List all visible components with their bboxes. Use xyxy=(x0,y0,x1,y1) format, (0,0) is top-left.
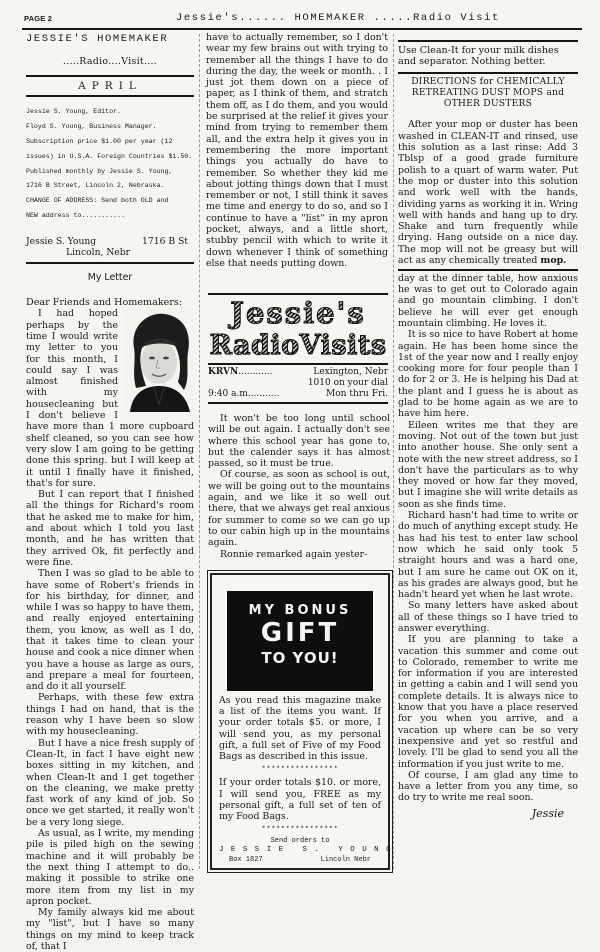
masthead-title: JESSIE'S HOMEMAKER xyxy=(26,33,169,45)
send-orders-name: JESSIE S. YOUNG xyxy=(219,846,399,855)
leader-dots: ............ xyxy=(238,366,273,377)
send-orders-label: Send orders to xyxy=(270,837,330,846)
letter-paragraph: My family always kid me about my "list", but I have so many things on my mind to keep track of, that I xyxy=(26,907,194,952)
staff-line: Jessie S. Young, Editor. xyxy=(26,108,121,116)
broadcast-info xyxy=(208,367,388,401)
letter-paragraph: Eileen writes me that they are moving. Not out of the town but just into another house. She only sent a note with the new street address, so I don't have the particulars as to why they moved or how far they moved, but I imagine she will write details as soon as she finds time. xyxy=(398,419,578,510)
page-header xyxy=(24,12,580,28)
station-dial: 1010 on your dial xyxy=(307,377,388,388)
star-divider: **************** xyxy=(261,766,339,775)
title-line: OTHER DUSTERS xyxy=(443,98,533,110)
column-1 xyxy=(26,32,194,952)
bonus-gift-ad xyxy=(210,573,399,870)
letter-paragraph: Of course, as soon as school is out, we will be going out to the mountains again, and we like it so well out there, that we always get real anxious for summer to come so we can go up to our cabin high up in the mountains again. xyxy=(208,469,390,549)
send-orders-address xyxy=(219,855,381,865)
letter-paragraph xyxy=(26,308,194,489)
letter-paragraph: So many letters have asked about all of these things so I have tried to answer everything. xyxy=(398,600,578,634)
po-box: Box 1827 xyxy=(229,856,263,865)
portrait-image xyxy=(124,308,194,412)
letter-paragraph: It won't be too long until school will be out again. I actually don't see where this school year has gone to, but the calender says it has almost passed, so it must be true. xyxy=(208,413,390,470)
logo-line-1: Jessie's xyxy=(230,296,366,330)
letter-paragraph: have to actually remember, so I don't wear my few brains out with trying to remember all the things I have to do during the day, the week or month. . I just jot them down on a piece of paper, as I think of them, and stratch them off, as I do them, and you would be surprised at the relief it gives your mind from trying to remember them all, and the extra help it gives you in remembering the more important things you actually do have to remember. So whether they kid me about jotting things down that I must remember or not, I still think it saves me time and energy to do so, and so I continue to have a "list" in my apron pocket, always, and a little short, stubby pencil with which to write it down whenever I think of something else that needs putting down. xyxy=(206,32,388,269)
directions-end: mop. xyxy=(540,254,567,266)
staff-line: Subscription price $1.00 per year (12 xyxy=(26,137,173,145)
section-title: My Letter xyxy=(87,271,133,283)
rule xyxy=(398,40,578,42)
station-location: Lexington, Nebr xyxy=(313,366,388,377)
gift-paragraph: If your order totals $10. or more, I will send you, FREE as my personal gift, a full set of ten of my Food Bags. xyxy=(219,777,381,823)
address-name: Jessie S. Young xyxy=(26,235,97,247)
letter-paragraph: Then I was so glad to be able to have some of Robert's friends in for his birthday, for dinner, and while I was so happy to have them, and really enjoyed entertaining them, you know, as well as I do, that it takes time to clean your house and cook a nice dinner when you have a house as large as ours, and prepare a meal for fourteen, and do it all yourself. xyxy=(26,568,194,693)
directions-title xyxy=(398,76,578,110)
column-divider xyxy=(199,34,200,869)
address-street: 1716 B St xyxy=(142,235,188,247)
mailing-address xyxy=(26,236,194,260)
column-divider xyxy=(393,34,394,869)
station-call-sign: KRVN xyxy=(208,366,239,377)
banner-line: GIFT xyxy=(260,618,340,648)
letter-greeting: Dear Friends and Homemakers: xyxy=(26,297,183,309)
title-line: DIRECTIONS for CHEMICALLY xyxy=(411,75,565,87)
issue-month: APRIL xyxy=(78,79,142,92)
staff-line: 1716 B Street, Lincoln 2, Nebraska. xyxy=(26,182,165,190)
letter-paragraph: Ronnie remarked again yester- xyxy=(220,548,368,560)
header-rule xyxy=(22,28,582,30)
letter-paragraph: It is so nice to have Robert at home again. He has been home since the 1st of the year now and I really enjoy cooking more for four people than I do for 2 or 3. He is helping his Dad at the plant and I guess he is about as glad to be home again as we are to have him here. xyxy=(398,329,578,420)
rule xyxy=(398,72,578,74)
banner-line: MY BONUS xyxy=(248,603,352,618)
gift-banner xyxy=(227,591,373,691)
staff-line: CHANGE OF ADDRESS: Send both OLD and xyxy=(26,197,169,205)
rule xyxy=(26,75,194,77)
gift-paragraph: As you read this magazine make a list of the items you want. If your order totals $5. or more, I will send you, as my personal gift, a full set of Five of my Food Bags as described in this issue. xyxy=(219,695,381,763)
banner-line: TO YOU! xyxy=(261,649,339,667)
running-title: Jessie's...... HOMEMAKER .....Radio Visit xyxy=(176,12,500,24)
author-photo xyxy=(124,308,194,412)
rule xyxy=(26,95,194,97)
clean-it-tip: Use Clean-It for your milk dishes and separator. Nothing better. xyxy=(398,45,559,68)
letter-paragraph: day at the dinner table, how anxious he was to get out to Colorado again and go mountain climbing. I don't believe he will ever get enough mountain climbing. He loves it. xyxy=(398,272,578,329)
rule xyxy=(208,363,388,365)
staff-line: Published monthly by Jessie S. Young, xyxy=(26,167,173,175)
staff-line: issues) in U.S.A. Foreign Countries $1.50. xyxy=(26,152,193,160)
radio-visits-logo xyxy=(208,295,388,359)
page-number: PAGE 2 xyxy=(24,14,53,23)
column-2-continued xyxy=(208,413,390,560)
directions-body xyxy=(398,119,578,266)
column-2 xyxy=(206,32,388,269)
letter-paragraph: As usual, as I write, my mending pile is piled high on the sewing machine and it will probably be the next thing I attempt to do.. making it possible to strike one more item from my list in my apron pocket. xyxy=(26,828,194,907)
rule xyxy=(208,402,388,404)
letter-paragraph: But I have a nice fresh supply of Clean-It, in fact I have eight new boxes sitting in my kitchen, and when Clean-It and I get together on the cleaning, we make pretty fast work of any kind of job. So once we get started, it really won't be a very long siege. xyxy=(26,737,194,828)
column-3 xyxy=(398,32,578,819)
broadcast-time: 9:40 a.m. xyxy=(208,388,251,399)
letter-paragraph: But I can report that I finished all the things for Richard's room that he asked me to make for him, and about which I told you last month, and he has written that they arrived Ok, fit perfectly and were fine. xyxy=(26,489,194,568)
rule xyxy=(398,269,578,271)
broadcast-days: Mon thru Fri. xyxy=(326,388,388,399)
masthead-subtitle: .....Radio....Visit.... xyxy=(62,56,158,68)
address-city: Lincoln, Nebr xyxy=(66,246,131,258)
star-divider: **************** xyxy=(261,826,339,835)
letter-text: I had hoped perhaps by the time I would write my letter to you for this month, I could say I was almost finished with my housecleaning but I don't believe I have more than 1 more cupboard shelf cleaned, so you can see how very slow I am going to be getting done this spring. but I will keep at it until I finally have it finished, that's for sure. xyxy=(26,308,194,489)
staff-line: NEW address to........... xyxy=(26,211,125,219)
staff-info xyxy=(26,101,194,227)
radio-schedule-box xyxy=(208,293,388,404)
letter-paragraph: Perhaps, with these few extra things I had on hand, that is the reason why I have been so slow with my housecleaning. xyxy=(26,692,194,738)
logo-line-2: RadioVisits xyxy=(209,330,387,359)
staff-line: Floyd S. Young, Business Manager. xyxy=(26,123,157,131)
letter-paragraph: Of course, I am glad any time to have a letter from you any time, so do try to write me real soon. xyxy=(398,769,578,804)
rule xyxy=(26,262,194,264)
letter-paragraph: Richard hasn't had time to write or do much of anything except study. He has had his test to enter law school now which he said only took 5 straight hours and was a hard one, but I am sure he came out OK on it, as his grades are always good, but he hadn't heard yet when he last wrote. xyxy=(398,510,578,601)
gift-terms xyxy=(212,691,399,865)
title-line: RETREATING DUST MOPS and xyxy=(411,87,565,99)
signature: Jessie xyxy=(531,806,564,820)
letter-paragraph: If you are planning to take a vacation this summer and come out to Colorado, remember to write me for information if you are interested in getting a cabin and I will send you complete details. It is always nice to know that you have a place reserved for you when you arrive, and a vacation up where can be so very inexpensive and yet so restful and lovely. I'll be glad to send you all the information if you just write to me. xyxy=(398,634,578,770)
directions-text: After your mop or duster has been washed in CLEAN-IT and rinsed, use this solution as a last rinse: Add 3 Tblsp of a good grade furniture polish to a quart of warm water. Put the mop or duster into this solution and work well with the hands, dividing yarns as working it in. Wring well with hands and hang up to dry. Shake and turn frequently while drying. Hang outside on a nice day. The mop will not be greasy but will act as any chemically treated xyxy=(398,119,578,266)
send-city: Lincoln Nebr xyxy=(320,856,371,865)
leader-dots: .......... xyxy=(250,388,280,399)
